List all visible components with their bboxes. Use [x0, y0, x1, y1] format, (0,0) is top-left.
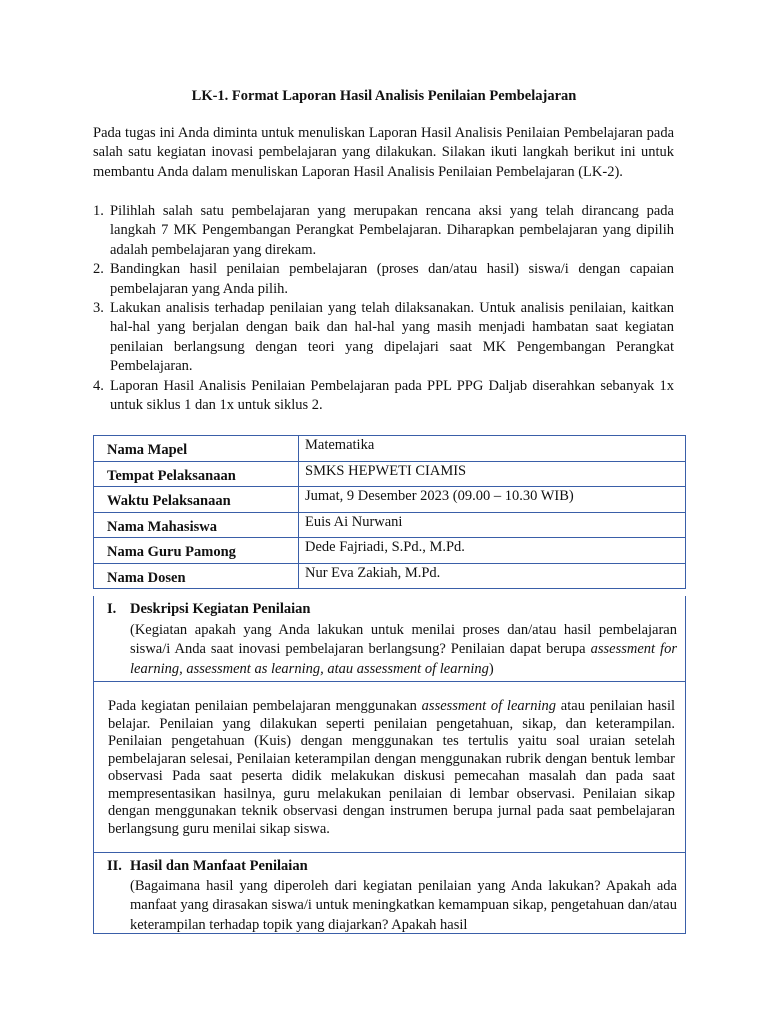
section-2 [93, 853, 686, 934]
row-label: Nama Dosen [94, 563, 299, 589]
section-1-body: Pada kegiatan penilaian pembelajaran menggunakan assessment of learning atau penilaian hasil belajar. Penilaian yang dilakukan seperti penilaian pengetahuan, sikap, dan keterampilan. Penilaian pengetahuan (Kuis) dengan menggunakan tes tertulis yaitu soal uraian setelah pembelajaran selesai, Penilaian keterampilan dengan menggunakan rubrik dengan bentuk lembar observasi Pada saat peserta didik melakukan diskusi pemecahan masalah dan pada saat mempresentasikan hasilnya, guru melakukan penilaian di lembar observasi. Penilaian sikap dengan menggunakan teknik observasi dengan instrumen berupa jurnal pada saat pembelajaran berlangsung guru menilai sikap siswa. [108, 698, 675, 837]
table-row [94, 461, 686, 487]
list-item: 4. Laporan Hasil Analisis Penilaian Pembelajaran pada PPL PPG Daljab diserahkan sebanyak 1x untuk siklus 1 dan 1x untuk siklus 2. [93, 377, 674, 414]
table-row [94, 538, 686, 564]
row-value: Jumat, 9 Desember 2023 (09.00 – 10.30 WIB) [299, 487, 686, 513]
table-row [94, 563, 686, 589]
row-label: Nama Guru Pamong [94, 538, 299, 564]
row-label: Waktu Pelaksanaan [94, 487, 299, 513]
table-row [94, 436, 686, 462]
row-label: Tempat Pelaksanaan [94, 461, 299, 487]
list-item: 1. Pilihlah salah satu pembelajaran yang merupakan rencana aksi yang telah dirancang pada langkah 7 MK Pengembangan Perangkat Pembelajaran. Diharapkan pembelajaran yang dipilih adalah pembelajaran yang direkam. [93, 203, 674, 258]
table-row [94, 512, 686, 538]
section-2-heading: II. Hasil dan Manfaat Penilaian [107, 858, 308, 874]
row-value: Nur Eva Zakiah, M.Pd. [299, 563, 686, 589]
section-2-description: (Bagaimana hasil yang diperoleh dari kegiatan penilaian yang Anda lakukan? Apakah ada manfaat yang dirasakan siswa/i untuk meningkatkan kemampuan sikap, pengetahuan dan/atau keterampilan terhadap topik yang diajarkan? Apakah hasil [130, 878, 677, 933]
row-value: Dede Fajriadi, S.Pd., M.Pd. [299, 538, 686, 564]
intro-paragraph: Pada tugas ini Anda diminta untuk menuliskan Laporan Hasil Analisis Penilaian Pembelajaran pada salah satu kegiatan inovasi pembelajaran yang dilakukan. Silakan ikuti langkah berikut ini untuk membantu Anda dalam menuliskan Laporan Hasil Analisis Penilaian Pembelajaran (LK-2). [93, 125, 674, 180]
list-item: 2. Bandingkan hasil penilaian pembelajaran (proses dan/atau hasil) siswa/i dengan capaian pembelajaran yang Anda pilih. [93, 261, 674, 297]
row-value: Euis Ai Nurwani [299, 512, 686, 538]
list-item: 3. Lakukan analisis terhadap penilaian yang telah dilaksanakan. Untuk analisis penilaian, kaitkan hal-hal yang berjalan dengan baik dan hal-hal yang masih menjadi hambatan saat kegiatan penilaian berlangsung dengan teori yang dipelajari saat MK Pengembangan Perangkat Pembelajaran. [93, 300, 674, 375]
section-1-content [93, 682, 686, 853]
info-table [93, 435, 686, 589]
section-1-header [93, 596, 686, 682]
table-row [94, 487, 686, 513]
row-label: Nama Mapel [94, 436, 299, 462]
row-label: Nama Mahasiswa [94, 512, 299, 538]
document-title: LK-1. Format Laporan Hasil Analisis Penilaian Pembelajaran [191, 88, 577, 104]
row-value: SMKS HEPWETI CIAMIS [299, 461, 686, 487]
row-value: Matematika [299, 436, 686, 462]
section-1-description: (Kegiatan apakah yang Anda lakukan untuk menilai proses dan/atau hasil pembelajaran siswa/i Anda saat inovasi pembelajaran berlangsung? Penilaian dapat berupa assessment for learning, assessment as learning, atau assessment of learning) [130, 622, 677, 677]
instruction-steps [93, 202, 674, 415]
section-1-heading: I. Deskripsi Kegiatan Penilaian [107, 601, 311, 617]
